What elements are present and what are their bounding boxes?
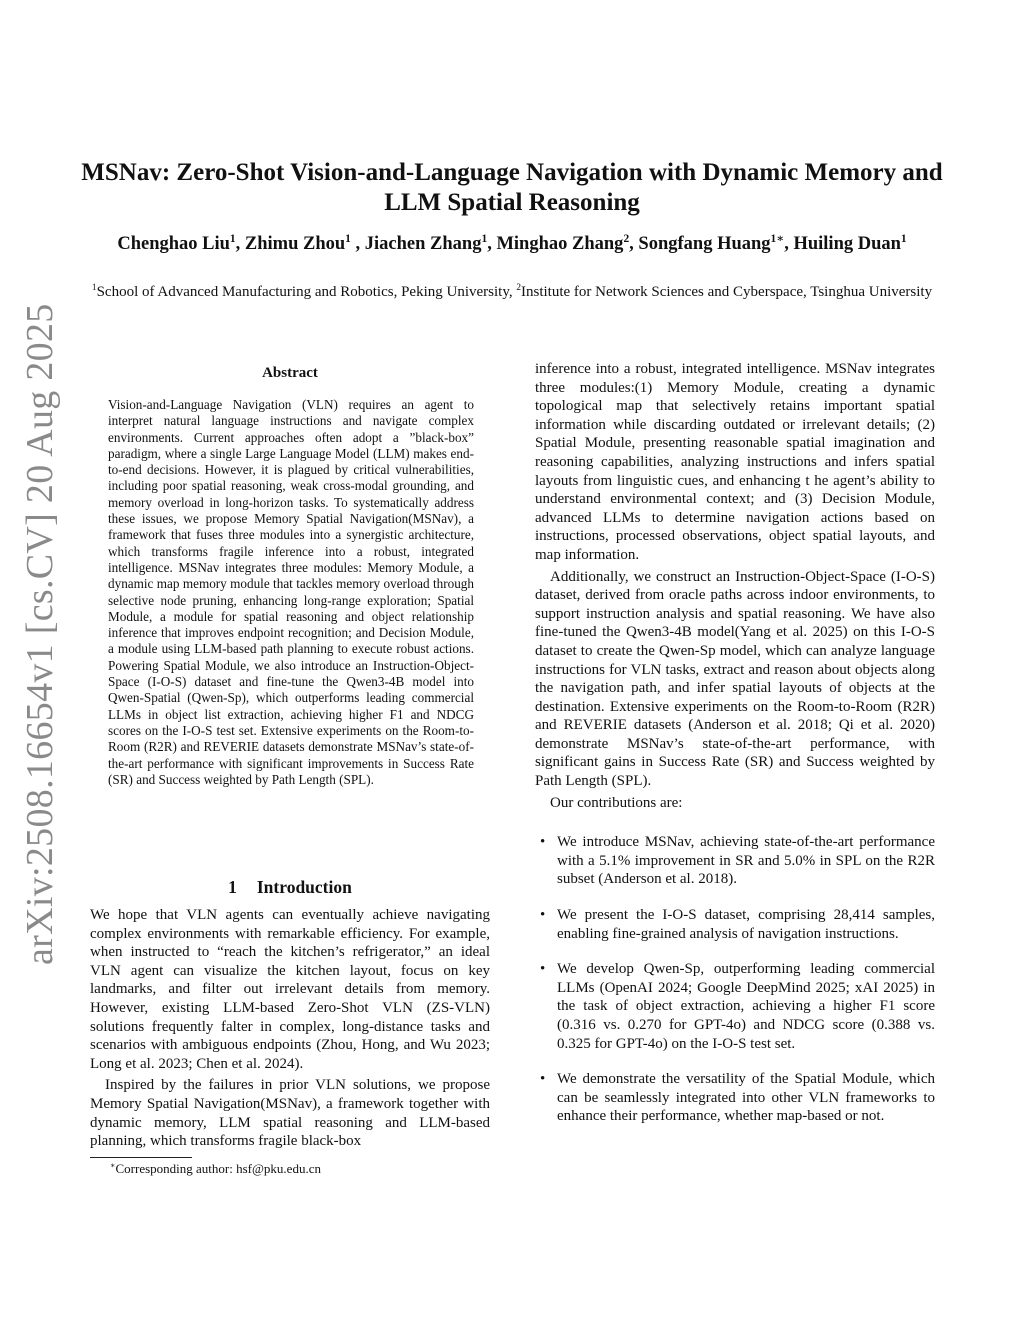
introduction-body <box>90 906 490 1151</box>
body-paragraph: inference into a robust, integrated intelligence. MSNav integrates three modules:(1) Memory Module, creating a dynamic topological map that selectively retains important spatial information while discarding outdated or irrelevant details; (2) Spatial Module, presenting reasonable spatial imagination and reasoning capabilities, analyzing instructions and infers spatial layouts from linguistic cues, and enhancing t he agent’s ability to understand environmental context; and (3) Decision Module, advanced LLMs to determine navigation actions based on instructions, processed observations, object spatial layouts, and map information. <box>535 361 935 563</box>
section-title: Introduction <box>256 877 352 897</box>
intro-paragraph: We hope that VLN agents can eventually achieve navigating complex environments with remarkable efficiency. For example, when instructed to “reach the kitchen’s refrigerator,” an ideal VLN agent can visualize the kitchen layout, focus on key landmarks, and filter out irrelevant details from memory. However, existing LLM-based Zero-Shot VLN (ZS-VLN) solutions frequently falter in complex, long-distance tasks and scenarios with ambiguous endpoints (Zhou, Hong, and Wu 2023; Long et al. 2023; Chen et al. 2024). <box>90 907 490 1072</box>
author: Minghao Zhang$^2$, <box>496 232 639 254</box>
right-column <box>535 360 935 1126</box>
contribution-item: • We present the I-O-S dataset, comprising 28,414 samples, enabling fine-grained analysis of navigation instructions. <box>540 907 935 942</box>
author: Jiachen Zhang$^1$, <box>364 232 497 254</box>
affiliation-2: Institute for Network Sciences and Cyberspace, Tsinghua University <box>521 284 933 300</box>
intro-paragraph: Inspired by the failures in prior VLN solutions, we propose Memory Spatial Navigation(MSNav), a framework together with dynamic memory, LLM spatial reasoning and LLM-based planning, which transforms fragile black-box <box>90 1077 490 1150</box>
author-list <box>90 232 934 257</box>
footnote-text: Corresponding author: hsf@pku.edu.cn <box>115 1161 321 1176</box>
bullet-icon: • <box>540 907 546 924</box>
abstract-text: Vision-and-Language Navigation (VLN) requires an agent to interpret natural language instructions and navigate complex environments. Current approaches often adopt a ”black-box” paradigm, where a single Large Language Model (LLM) makes end-to-end decisions. However, it is plagued by critical vulnerabilities, including poor spatial reasoning, weak cross-modal grounding, and memory overload in long-horizon tasks. To systematically address these issues, we propose Memory Spatial Navigation(MSNav), a framework that fuses three modules into a synergistic architecture, which transforms fragile inference into a robust, integrated intelligence. MSNav integrates three modules: Memory Module, a dynamic map memory module that tackles memory overload through selective node pruning, enhancing long-range exploration; Spatial Module, a module for spatial reasoning and object relationship inference that improves endpoint recognition; and Decision Module, a module using LLM-based path planning to execute robust actions. Powering Spatial Module, we also introduce an Instruction-Object-Space (I-O-S) dataset and fine-tune the Qwen3-4B model into Qwen-Spatial (Qwen-Sp), which outperforms leading commercial LLMs in object list extraction, achieving higher F1 and NDCG scores on the I-O-S test set. Extensive experiments on the Room-to-Room (R2R) and REVERIE datasets demonstrate MSNav’s state-of-the-art performance with significant improvements in Success Rate (SR) and Success weighted by Path Length (SPL). <box>108 397 474 787</box>
arxiv-identifier: arXiv:2508.16654v1 [cs.CV] 20 Aug 2025 <box>19 303 61 965</box>
author: Songfang Huang$^{1∗}$, <box>638 232 794 254</box>
contribution-item: • We introduce MSNav, achieving state-of-the-art performance with a 5.1% improvement in SR and 5.0% in SPL on the R2R subset (Anderson et al. 2018). <box>540 834 935 888</box>
contributions-list <box>535 833 935 1126</box>
footnote-divider <box>90 1157 192 1158</box>
section-number: 1 <box>228 877 237 897</box>
author: Chenghao Liu$^1$, <box>117 232 245 254</box>
contribution-item: • We demonstrate the versatility of the Spatial Module, which can be seamlessly integrated into other VLN frameworks to enhance their performance, whether map-based or not. <box>540 1071 935 1125</box>
footnote: ∗Corresponding author: hsf@pku.edu.cn <box>110 1161 321 1176</box>
contribution-item: • We develop Qwen-Sp, outperforming leading commercial LLMs (OpenAI 2024; Google DeepMind 2025; xAI 2025) in the task of object extraction, achieving a higher F1 score (0.316 vs. 0.270 for GPT-4o) and NDCG score (0.388 vs. 0.325 for GPT-4o) on the I-O-S test set. <box>540 961 935 1052</box>
contributions-intro: Our contributions are: <box>550 794 683 811</box>
body-paragraph: Additionally, we construct an Instruction-Object-Space (I-O-S) dataset, derived from oracle paths across indoor environments, to support instruction analysis and spatial reasoning. We have also fine-tuned the Qwen3-4B model(Yang et al. 2025) on this I-O-S dataset to create the Qwen-Sp model, which can analyze language instructions for VLN tasks, extract and reason about objects along the navigation path, and infer spatial layouts of objects at the destination. Extensive experiments on the Room-to-Room (R2R) and REVERIE datasets (Anderson et al. 2018; Qi et al. 2020) demonstrate MSNav’s state-of-the-art performance, with significant gains in Success Rate (SR) and Success weighted by Path Length (SPL). <box>535 568 935 790</box>
abstract-heading: Abstract <box>262 365 318 381</box>
bullet-icon: • <box>540 1071 546 1088</box>
bullet-icon: • <box>540 834 546 851</box>
section-heading-introduction <box>90 877 490 897</box>
affiliations: $^1$School of Advanced Manufacturing and Robotics, Peking University, $^2$Institute for Network Sciences and Cyberspace, Tsinghua University <box>91 283 933 300</box>
author: Zhimu Zhou$^1$ , <box>244 232 365 254</box>
author: Huiling Duan$^1$ <box>793 232 907 254</box>
bullet-icon: • <box>540 961 546 978</box>
affiliation-1: School of Advanced Manufacturing and Robotics, Peking University, <box>96 284 517 300</box>
paper-title: MSNav: Zero-Shot Vision-and-Language Navigation with Dynamic Memory and LLM Spatial Reasoning <box>81 159 943 216</box>
